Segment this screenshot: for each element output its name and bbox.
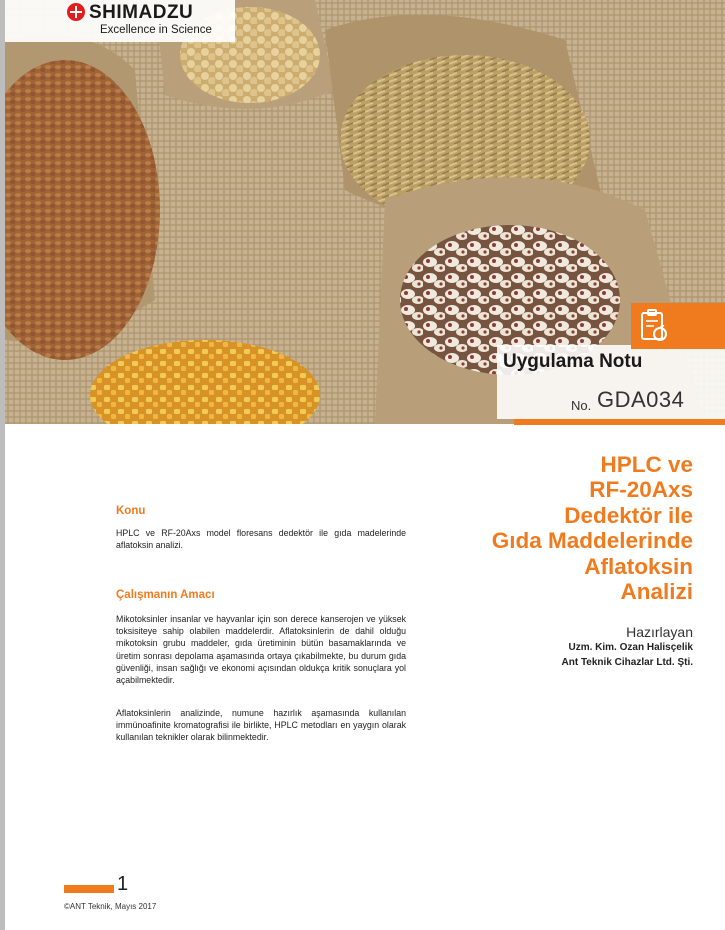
note-icon-box [631,303,725,349]
title-line: Dedektör ile [564,502,693,528]
section-text-konu: HPLC ve RF-20Axs model floresans dedektör ile gıda madelerinde aflatoksin analizi. [116,528,406,551]
shimadzu-logo-icon [67,3,85,21]
title-line: Analizi [620,579,693,605]
clipboard-apple-icon [639,309,669,343]
section-heading-amac: Çalışmanın Amacı [116,589,215,601]
note-title: Uygulama Notu [503,351,643,372]
copyright-text: ©ANT Teknik, Mayıs 2017 [64,902,157,911]
author-name: Uzm. Kim. Ozan Halisçelik [568,642,693,653]
footer-accent-bar [64,885,114,893]
title-line: RF-20Axs [589,477,693,503]
section-heading-konu: Konu [116,505,146,517]
note-accent-rule [514,419,725,425]
brand-name: SHIMADZU [89,2,194,23]
document-title [393,452,693,604]
section-text-amac-2: Aflatoksinlerin analizinde, numune hazırlık aşamasında kullanılan immünoafinite kromatografisi ile birlikte, HPLC metodları en yaygın olarak kullanılan teknikler olarak bilinmektedir. [116,708,406,743]
note-number: GDA034 [597,387,685,412]
note-number-label: No. [571,398,592,413]
title-line: Gıda Maddelerinde [491,528,693,554]
section-text-amac-1: Mikotoksinler insanlar ve hayvanlar için son derece kanserojen ve yüksek toksisiteye sahip olabilen maddelerdir. Aflatoksinlerin de dahil olduğu mikotoksin grubu maddeler, gıda üretiminin bütün basamaklarında ve üretim sonrası depolama aşamasında ortaya çıkabilmekte, bu durum gıda güvenliği, insan sağlığı ve ekonomi açısından oldukça kritik sonuçlara yol açabilmektedir. [116,614,406,686]
brand-tagline: Excellence in Science [100,24,212,36]
page-number: 1 [117,873,129,895]
prepared-by-label: Hazırlayan [626,624,693,640]
title-line: Aflatoksin [584,553,693,579]
title-line: HPLC ve [600,452,693,477]
author-organization: Ant Teknik Cihazlar Ltd. Şti. [561,657,693,668]
